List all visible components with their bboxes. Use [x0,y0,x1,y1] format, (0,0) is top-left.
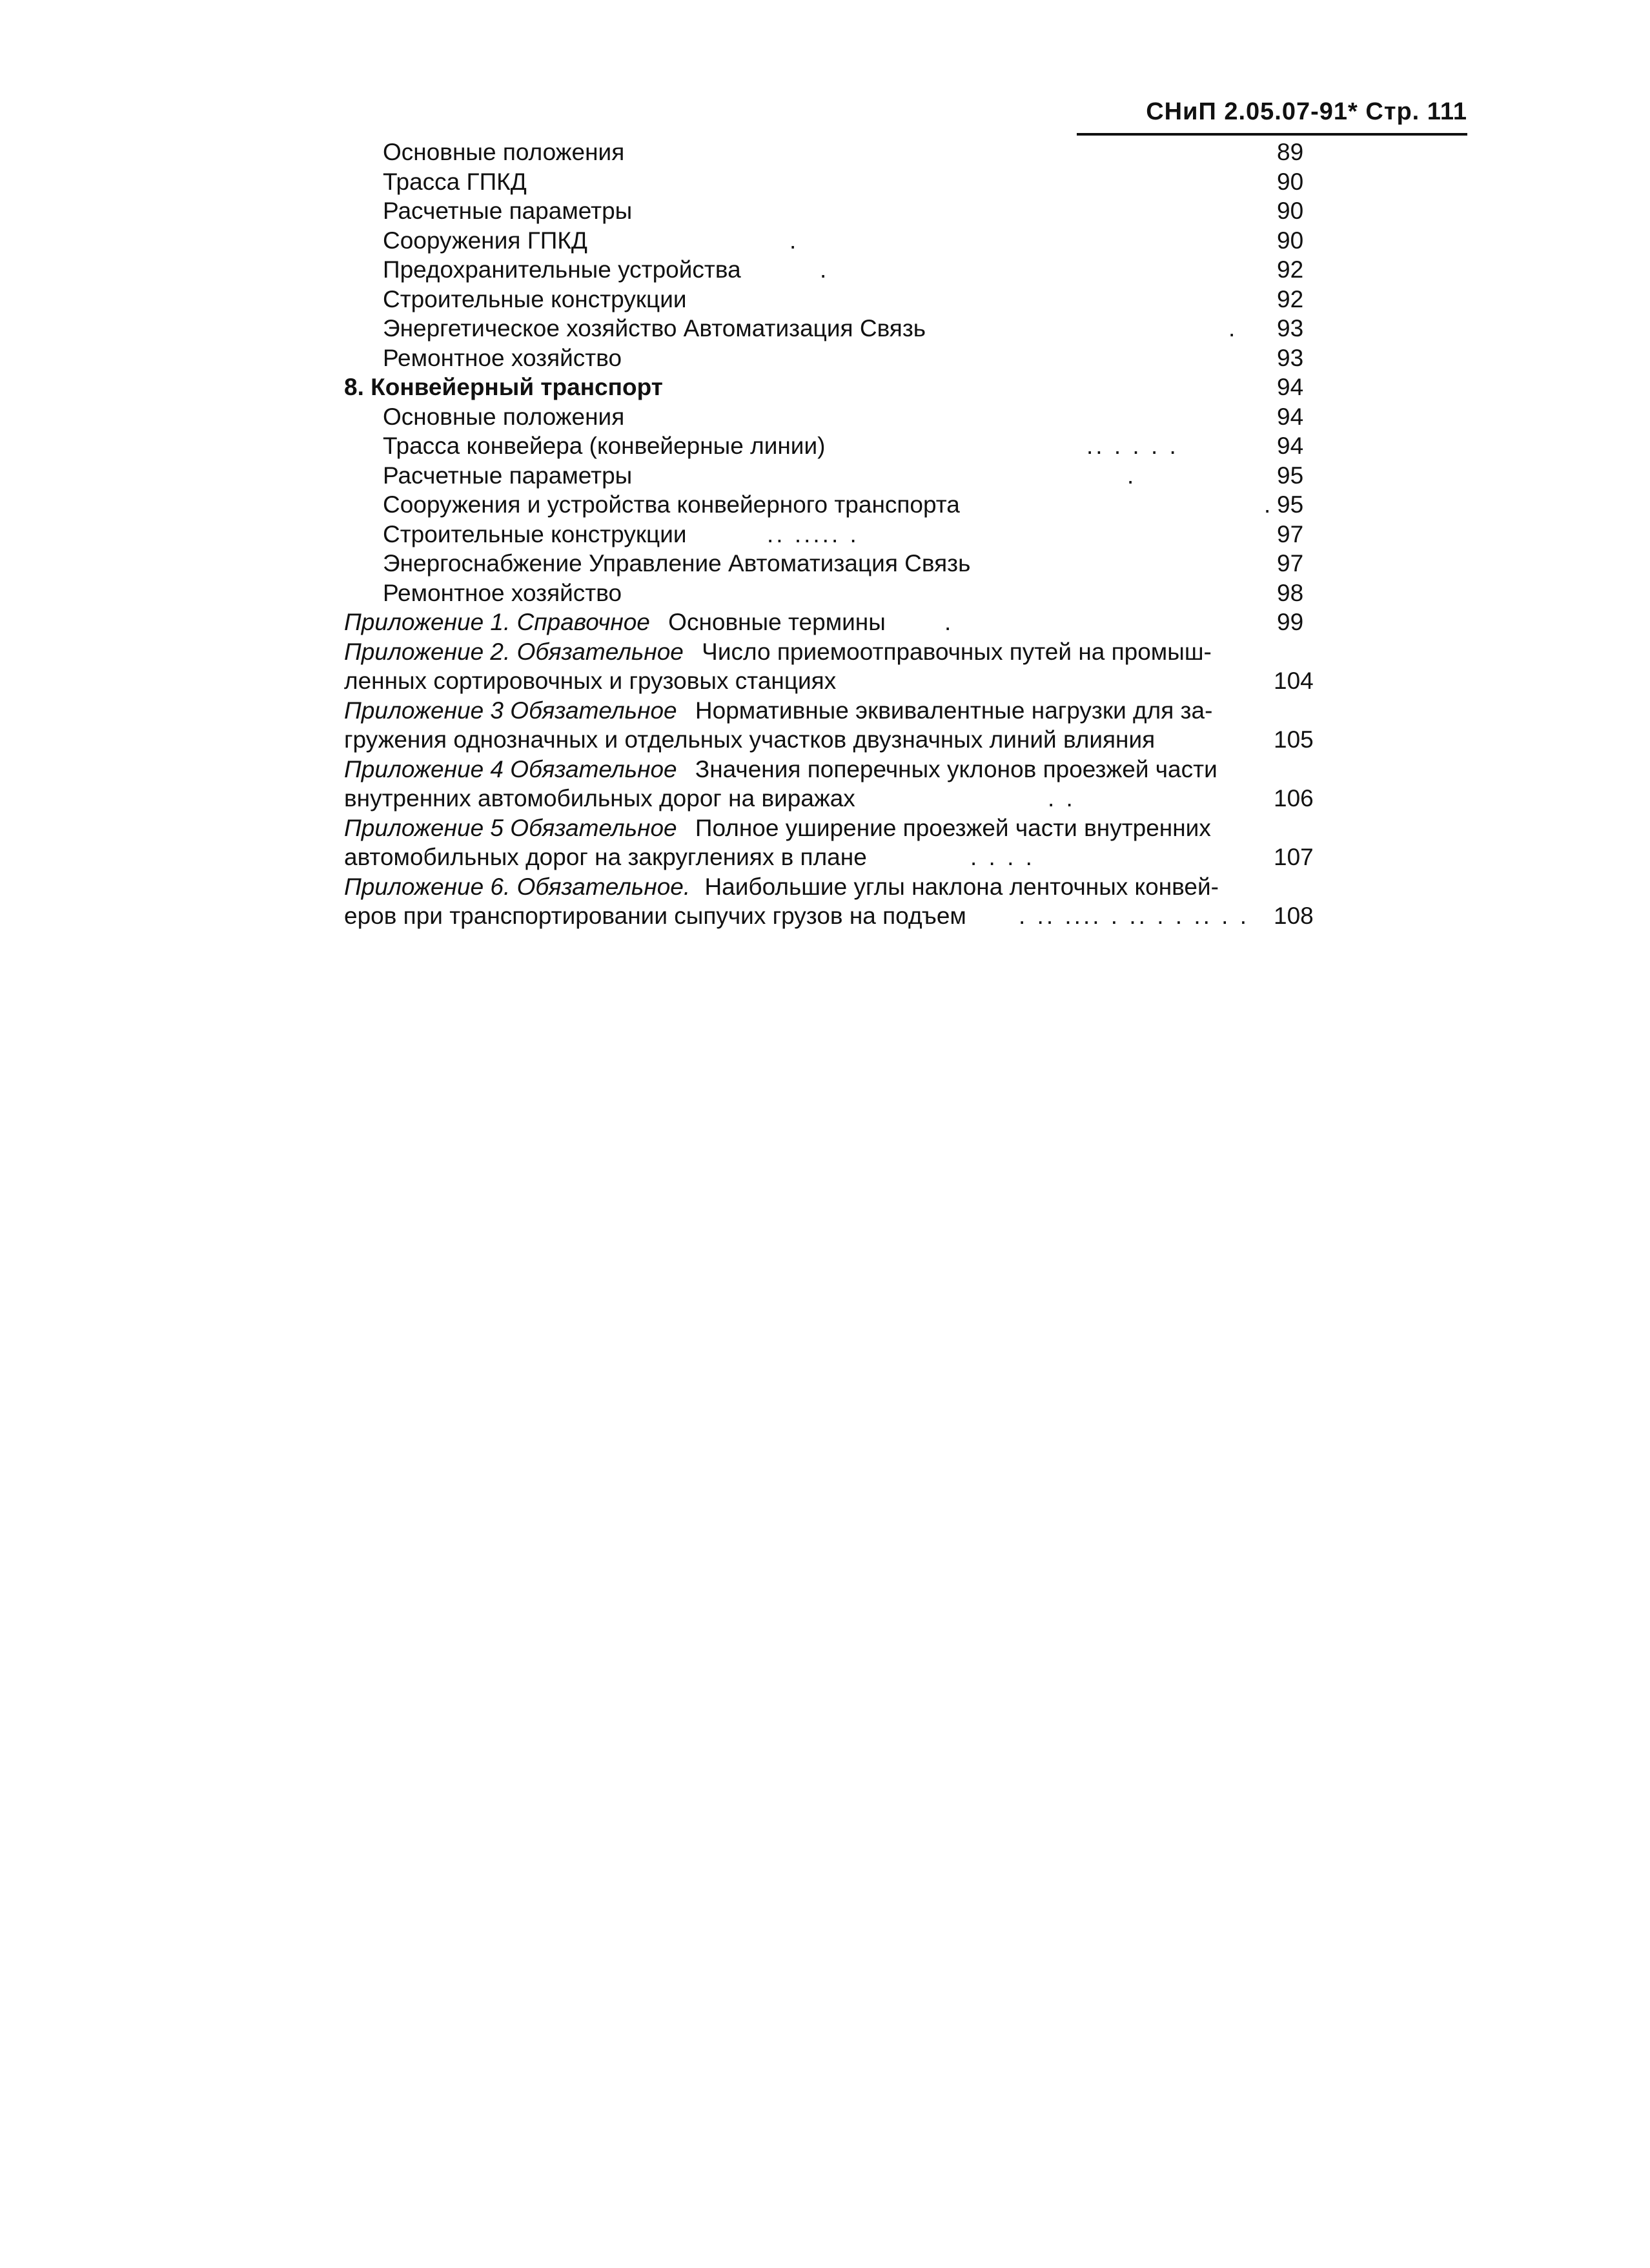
toc-entry-title: Расчетные параметры [383,198,633,224]
toc-section-heading [344,373,1325,402]
toc-entry [344,490,1325,520]
toc-entry-page: 92 [1277,285,1304,312]
toc-entry [344,167,1325,197]
toc-appendix [344,637,1325,667]
appendix-label: Приложение 3 Обязательное [344,697,677,724]
appendix-title-line: Основные термины [668,609,886,635]
toc-appendix-continuation [344,901,1325,931]
appendix-title-line: Наибольшие углы наклона ленточных конвей- [704,873,1219,900]
toc-entry-page: 107 [1274,844,1314,870]
toc-appendix [344,872,1325,902]
toc-entry [344,138,1325,167]
toc-entry [344,196,1325,226]
toc-entry-page: 89 [1277,139,1304,165]
table-of-contents [344,138,1325,931]
appendix-title-line: гружения однозначных и отдельных участков двузначных линий влияния [344,726,1156,753]
toc-entry [344,520,1325,549]
toc-entry-page: 93 [1277,315,1304,342]
toc-entry-title: Ремонтное хозяйство [383,344,622,371]
toc-leader-dots: .. . . . . [1086,433,1179,459]
toc-entry-title: Трасса конвейера (конвейерные линии) [383,433,826,459]
toc-entry-title: Основные положения [383,139,625,165]
appendix-title-line: автомобильных дорог на закруглениях в плане [344,844,867,870]
toc-entry-page: 97 [1277,550,1304,577]
appendix-label: Приложение 2. Обязательное [344,638,684,665]
toc-entry [344,226,1325,256]
toc-leader-dots: . [1264,491,1274,518]
toc-entry [344,402,1325,432]
toc-entry-title: Сооружения ГПКД [383,227,587,254]
toc-entry-page: 98 [1277,579,1304,606]
toc-appendix [344,608,1325,637]
toc-entry-page: 95 [1277,462,1304,489]
toc-appendix [344,755,1325,784]
toc-leader-dots: . [820,256,830,283]
toc-entry-page: 99 [1277,609,1304,635]
running-header: СНиП 2.05.07-91* Стр. 111 [1077,90,1467,136]
toc-entry-page: 90 [1277,227,1304,254]
toc-leader-dots: . . [1048,785,1075,812]
toc-leader-dots: .. ..... . [767,520,859,547]
toc-entry-title: Энергетическое хозяйство Автоматизация Связь [383,315,926,342]
appendix-title-line: Полное уширение проезжей части внутренних [695,814,1211,841]
toc-entry-title: Трасса ГПКД [383,168,527,195]
toc-entry-title: Расчетные параметры [383,462,633,489]
toc-entry-title: Ремонтное хозяйство [383,579,622,606]
toc-entry [344,461,1325,491]
toc-leader-dots: . [789,227,799,254]
toc-entry-page: 90 [1277,198,1304,224]
toc-entry [344,549,1325,578]
toc-appendix [344,696,1325,726]
toc-entry-page: 94 [1277,374,1304,400]
appendix-title-line: Значения поперечных уклонов проезжей части [695,755,1217,782]
toc-appendix-continuation [344,725,1325,755]
toc-entry [344,343,1325,373]
toc-appendix-continuation [344,784,1325,813]
toc-entry-title: Сооружения и устройства конвейерного транспорта [383,491,960,518]
appendix-title-line: Число приемоотправочных путей на промыш- [702,638,1212,665]
toc-entry [344,578,1325,608]
toc-entry [344,285,1325,314]
toc-section-title: 8. Конвейерный транспорт [344,374,663,400]
toc-entry [344,431,1325,461]
toc-entry-title: Строительные конструкции [383,520,687,547]
toc-entry-title: Строительные конструкции [383,285,687,312]
toc-leader-dots: . .. .... . .. . . .. . . [1019,903,1249,929]
toc-entry [344,314,1325,343]
appendix-label: Приложение 4 Обязательное [344,755,677,782]
toc-leader-dots: . [944,609,954,635]
toc-entry-page: 104 [1274,668,1314,694]
appendix-label: Приложение 6. Обязательное. [344,873,691,900]
toc-appendix [344,813,1325,843]
toc-entry-page: 90 [1277,168,1304,195]
toc-appendix-continuation [344,843,1325,872]
toc-entry [344,255,1325,285]
toc-entry-title: Основные положения [383,403,625,430]
toc-appendix-continuation [344,666,1325,696]
appendix-label: Приложение 1. Справочное [344,609,650,635]
toc-leader-dots: . . . . [970,844,1035,870]
toc-entry-page: 97 [1277,520,1304,547]
appendix-title-line: еров при транспортировании сыпучих грузов на подъем [344,903,966,929]
toc-entry-title: Предохранительные устройства [383,256,741,283]
toc-entry-page: 108 [1274,903,1314,929]
toc-entry-page: 92 [1277,256,1304,283]
appendix-title-line: ленных сортировочных и грузовых станциях [344,668,837,694]
toc-leader-dots: . [1228,315,1238,342]
appendix-title-line: внутренних автомобильных дорог на виражах [344,785,855,812]
toc-entry-page: 105 [1274,726,1314,753]
toc-entry-page: 94 [1277,403,1304,430]
toc-entry-page: 94 [1277,433,1304,459]
toc-entry-page: 95 [1277,491,1304,518]
toc-entry-title: Энергоснабжение Управление Автоматизация Связь [383,550,971,577]
toc-leader-dots: . [1127,462,1137,489]
appendix-label: Приложение 5 Обязательное [344,814,677,841]
toc-entry-page: 93 [1277,344,1304,371]
toc-entry-page: 106 [1274,785,1314,812]
appendix-title-line: Нормативные эквивалентные нагрузки для за- [695,697,1213,724]
